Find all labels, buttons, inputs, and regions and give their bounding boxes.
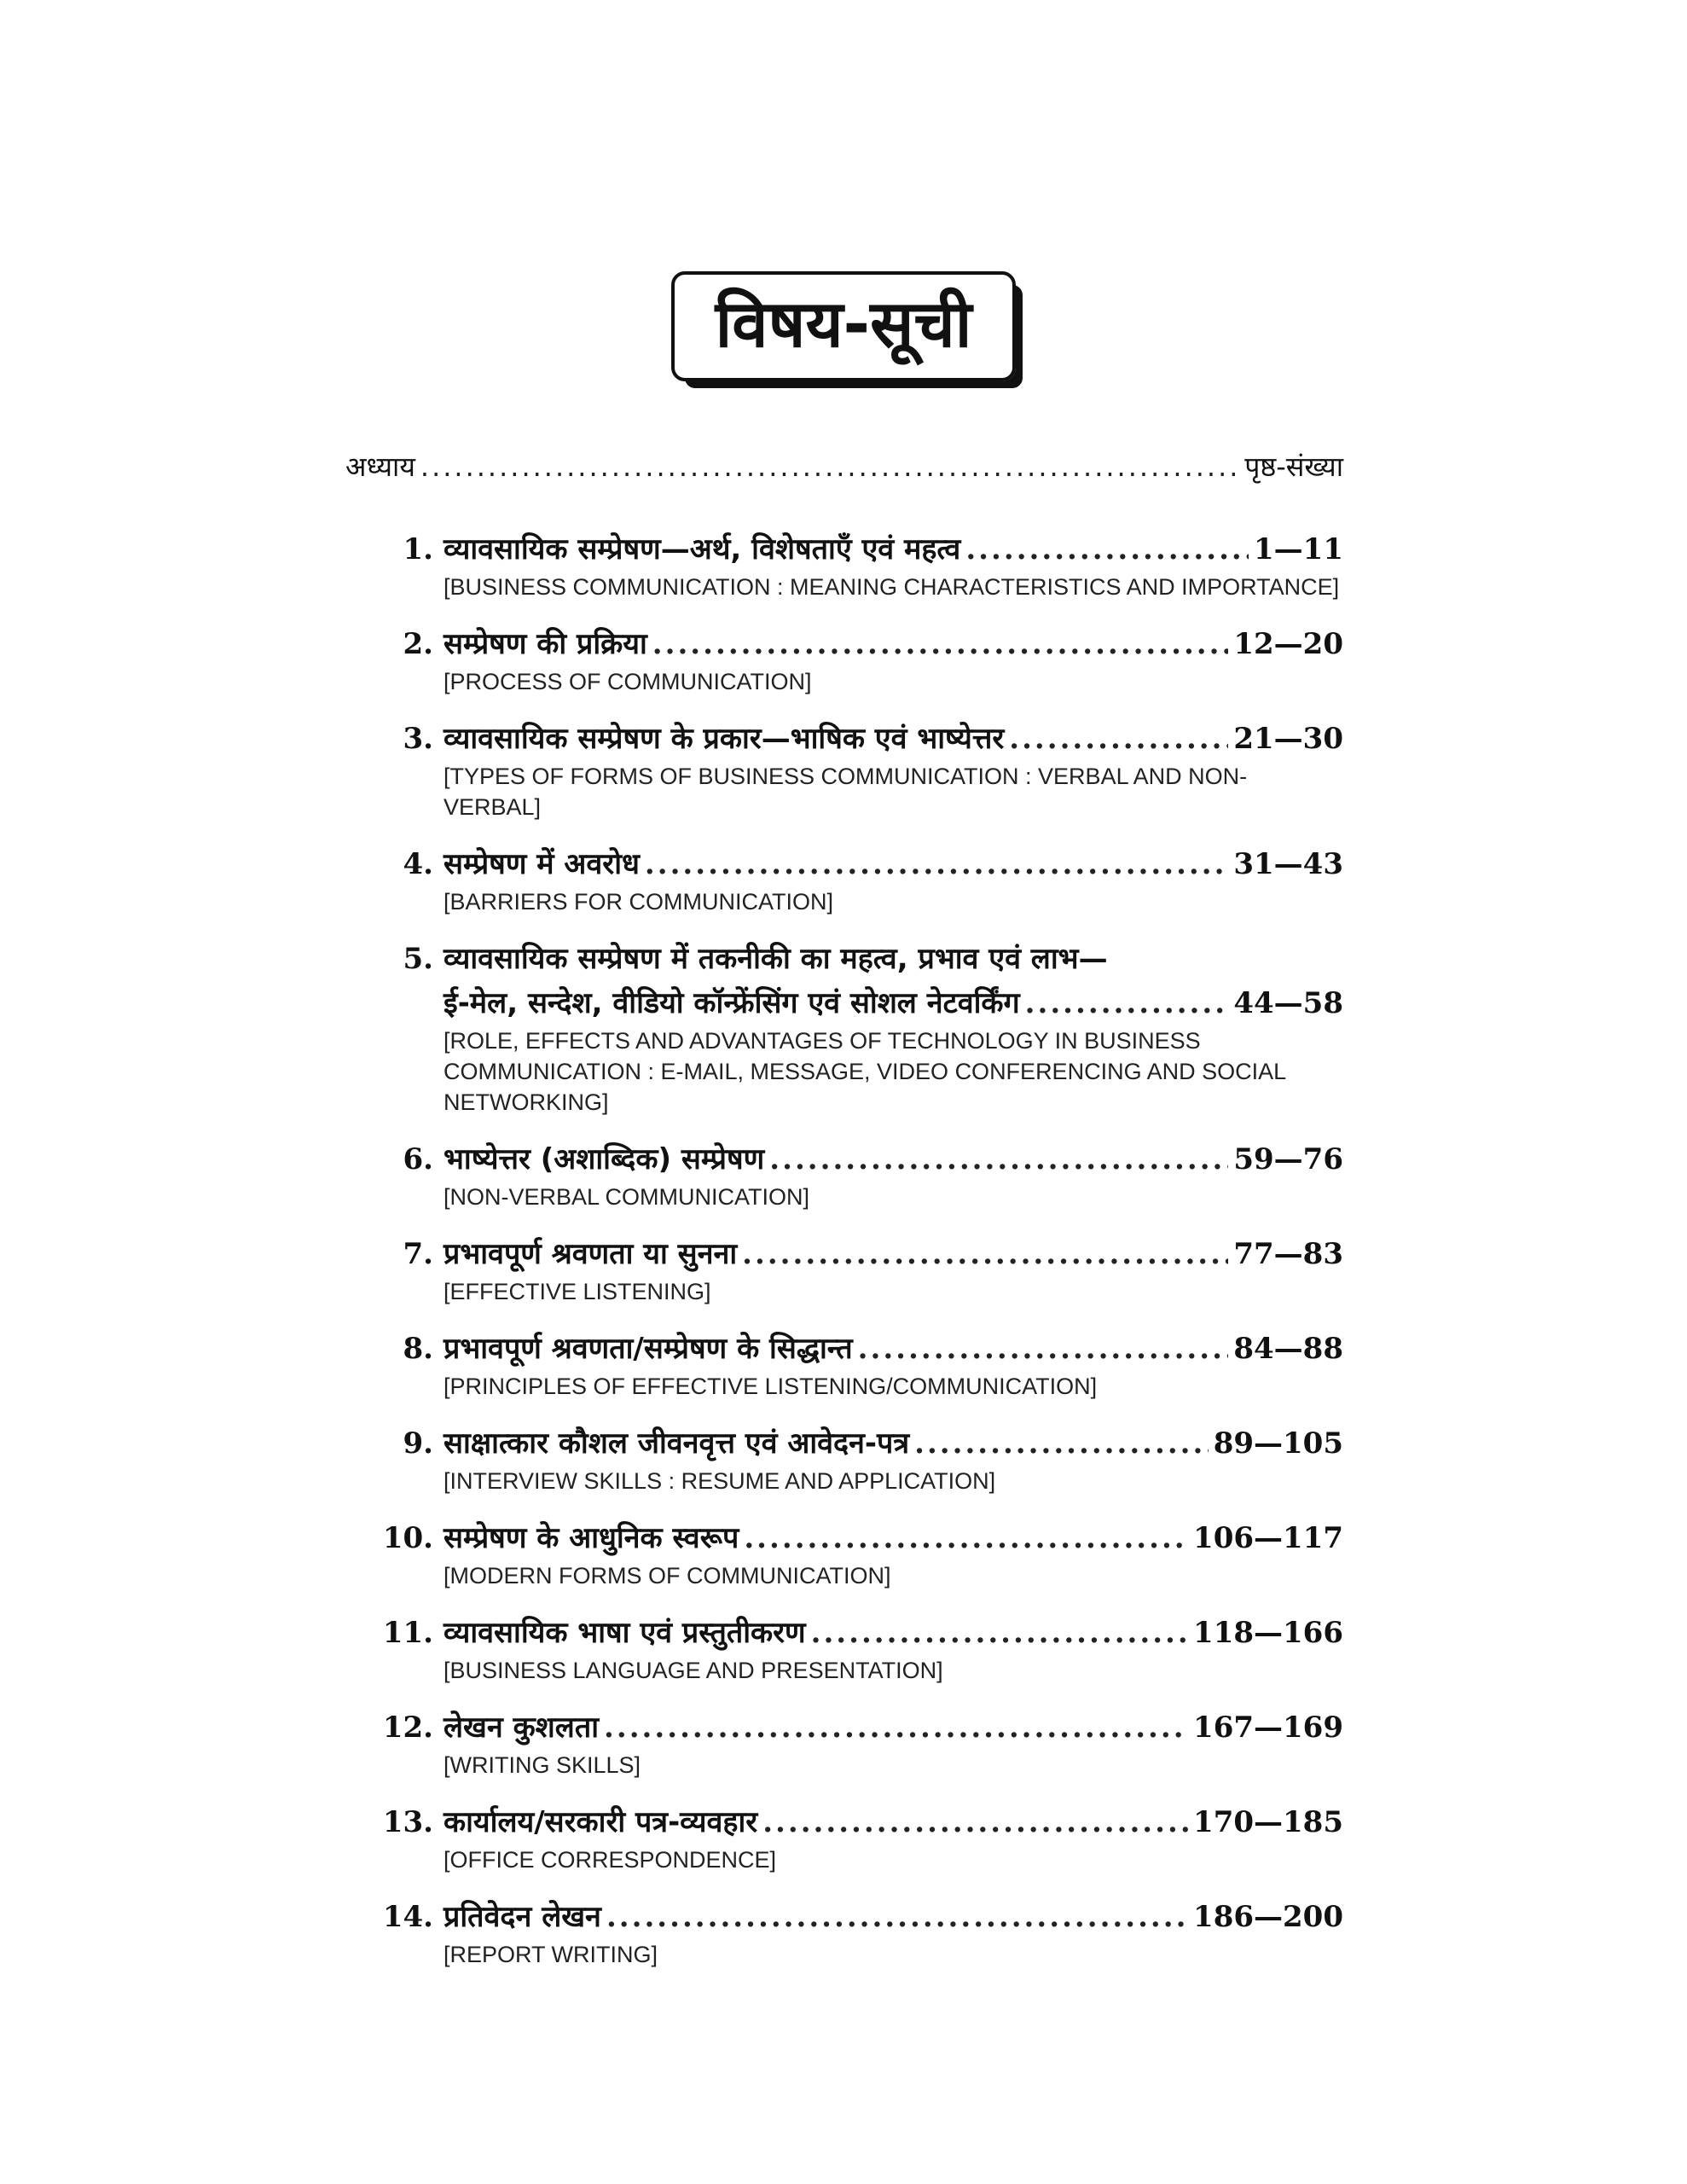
page-title: विषय-सूची [715, 286, 972, 362]
toc-entry [375, 937, 1343, 1118]
toc-entry-line [375, 1800, 1343, 1844]
chapter-title-english: [PROCESS OF COMMUNICATION] [443, 669, 812, 694]
chapter-title-english: [MODERN FORMS OF COMMUNICATION] [443, 1563, 891, 1589]
chapter-number: 14. [382, 1900, 433, 1934]
page-range: 118—166 [1193, 1616, 1343, 1650]
chapter-title-hindi-line1: व्यावसायिक सम्प्रेषण में तकनीकी का महत्व, प्रभाव एवं लाभ— [443, 942, 1108, 976]
dot-leader [606, 1895, 1188, 1939]
chapter-number: 5. [403, 942, 433, 976]
chapter-number: 11. [382, 1616, 433, 1650]
page-range: 89—105 [1213, 1426, 1343, 1461]
chapter-title-hindi: सम्प्रेषण के आधुनिक स्वरूप [443, 1521, 739, 1555]
chapter-title-hindi: ई-मेल, सन्देश, वीडियो कॉन्फ्रेंसिंग एवं सोशल नेटवर्किंग [443, 986, 1020, 1020]
chapter-title-hindi: प्रभावपूर्ण श्रवणता या सुनना [443, 1237, 738, 1271]
chapter-title-hindi: भाष्येत्तर (अशाब्दिक) सम्प्रेषण [443, 1142, 765, 1176]
chapter-title-english: [PRINCIPLES OF EFFECTIVE LISTENING/COMMUNICATION] [443, 1374, 1098, 1399]
chapter-number: 10. [382, 1521, 433, 1555]
toc-entry-line [375, 1421, 1343, 1466]
chapter-title-hindi: प्रतिवेदन लेखन [443, 1900, 601, 1934]
toc-entry [375, 527, 1343, 602]
header-page-label: पृष्ठ-संख्या [1244, 450, 1343, 483]
chapter-title-hindi: प्रभावपूर्ण श्रवणता/सम्प्रेषण के सिद्धान्त [443, 1332, 853, 1366]
toc-entry [375, 1137, 1343, 1212]
toc-entry [375, 1800, 1343, 1875]
chapter-title-hindi: लेखन कुशलता [443, 1711, 600, 1745]
toc-entry [375, 1705, 1343, 1780]
toc-entry-line [375, 527, 1343, 572]
dot-leader [744, 1516, 1188, 1560]
chapter-number: 3. [403, 722, 433, 756]
chapter-title-hindi: सम्प्रेषण में अवरोध [443, 847, 640, 881]
chapter-title-english: [OFFICE CORRESPONDENCE] [443, 1847, 777, 1873]
chapter-title-english: [BUSINESS LANGUAGE AND PRESENTATION] [443, 1658, 943, 1683]
toc-entry [375, 1327, 1343, 1402]
chapter-title-english: [ROLE, EFFECTS AND ADVANTAGES OF TECHNOLOGY IN BUSINESS COMMUNICATION : E-MAIL, MESSAGE, VIDEO CONFERENCING AND SOCIAL NETWORKING] [443, 1028, 1286, 1115]
dot-leader [769, 1137, 1228, 1182]
chapter-number: 7. [403, 1237, 433, 1271]
page-range: 84—88 [1233, 1332, 1343, 1366]
chapter-title-hindi: व्यावसायिक सम्प्रेषण—अर्थ, विशेषताएँ एवं महत्व [443, 532, 961, 566]
dot-leader [652, 622, 1229, 666]
chapter-number: 13. [382, 1805, 433, 1839]
toc-entry-line [375, 1895, 1343, 1939]
page-range: 106—117 [1193, 1521, 1343, 1555]
toc-entry-line [375, 1232, 1343, 1276]
dot-leader [914, 1421, 1209, 1466]
chapter-number: 2. [403, 627, 433, 661]
toc-entry [375, 1421, 1343, 1496]
chapter-number: 8. [403, 1332, 433, 1366]
chapter-number: 6. [403, 1142, 433, 1176]
toc-entry-line [375, 842, 1343, 886]
page-range: 12—20 [1233, 627, 1343, 661]
title-box [671, 271, 1017, 381]
chapter-title-english: [EFFECTIVE LISTENING] [443, 1279, 711, 1304]
toc-entry [375, 1516, 1343, 1591]
toc-entry-line [375, 1705, 1343, 1750]
dot-leader [645, 842, 1228, 886]
toc-entry [375, 1895, 1343, 1970]
page-range: 186—200 [1193, 1900, 1343, 1934]
chapter-number: 12. [382, 1711, 433, 1745]
chapter-title-english: [TYPES OF FORMS OF BUSINESS COMMUNICATION : VERBAL AND NON-VERBAL] [443, 764, 1248, 820]
toc-entry [375, 1232, 1343, 1307]
chapter-title-english: [BUSINESS COMMUNICATION : MEANING CHARACTERISTICS AND IMPORTANCE] [443, 574, 1340, 600]
toc-entry-line [375, 622, 1343, 666]
page-range: 44—58 [1233, 986, 1343, 1020]
chapter-number: 4. [403, 847, 433, 881]
page-range: 77—83 [1233, 1237, 1343, 1271]
chapter-number: 9. [403, 1426, 433, 1461]
page-range: 167—169 [1193, 1711, 1343, 1745]
dot-leader [1025, 981, 1229, 1025]
chapter-title-hindi: साक्षात्कार कौशल जीवनवृत्त एवं आवेदन-पत्र [443, 1426, 910, 1461]
chapter-title-english: [NON-VERBAL COMMUNICATION] [443, 1184, 810, 1210]
toc-entry-line [375, 981, 1343, 1025]
toc-entry [375, 622, 1343, 697]
toc-header [345, 448, 1343, 485]
dot-leader [604, 1705, 1188, 1750]
toc-entry-line [375, 1327, 1343, 1371]
chapter-title-hindi: व्यावसायिक सम्प्रेषण के प्रकार—भाषिक एवं भाष्येत्तर [443, 722, 1005, 756]
page-range: 21—30 [1233, 722, 1343, 756]
toc-entry [375, 842, 1343, 917]
dot-leader [742, 1232, 1228, 1276]
toc-entry-line [375, 937, 1343, 981]
dot-leader [858, 1327, 1229, 1371]
header-chapter-label: अध्याय [345, 450, 415, 483]
table-of-contents [375, 527, 1343, 1989]
dot-leader [420, 450, 1239, 483]
dot-leader [762, 1800, 1188, 1844]
chapter-title-english: [INTERVIEW SKILLS : RESUME AND APPLICATION] [443, 1468, 996, 1494]
dot-leader [965, 527, 1249, 572]
chapter-title-hindi: व्यावसायिक भाषा एवं प्रस्तुतीकरण [443, 1616, 806, 1650]
toc-entry-line [375, 1611, 1343, 1655]
chapter-number: 1. [403, 532, 433, 566]
dot-leader [1009, 717, 1228, 761]
page-range: 31—43 [1233, 847, 1343, 881]
page-range: 170—185 [1193, 1805, 1343, 1839]
chapter-title-hindi: सम्प्रेषण की प्रक्रिया [443, 627, 647, 661]
dot-leader [811, 1611, 1188, 1655]
title-wrapper [0, 271, 1687, 381]
toc-entry-line [375, 717, 1343, 761]
chapter-title-english: [REPORT WRITING] [443, 1942, 658, 1967]
toc-entry [375, 717, 1343, 822]
chapter-title-english: [BARRIERS FOR COMMUNICATION] [443, 889, 834, 915]
toc-entry-line [375, 1137, 1343, 1182]
page-range: 1—11 [1254, 532, 1343, 566]
chapter-title-hindi: कार्यालय/सरकारी पत्र-व्यवहार [443, 1805, 758, 1839]
page-range: 59—76 [1233, 1142, 1343, 1176]
toc-entry-line [375, 1516, 1343, 1560]
toc-entry [375, 1611, 1343, 1686]
chapter-title-english: [WRITING SKILLS] [443, 1752, 641, 1778]
